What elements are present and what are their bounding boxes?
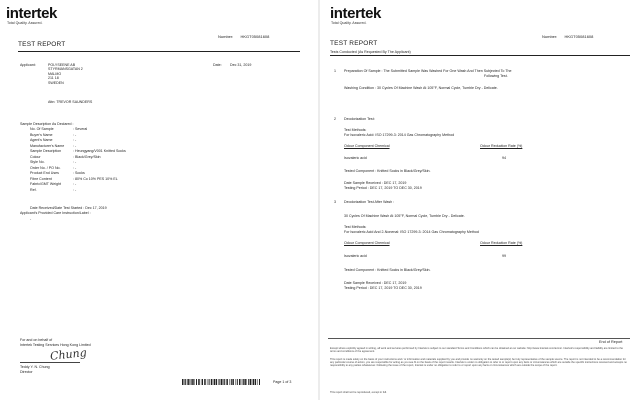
- barcode-bar: [202, 379, 203, 385]
- brand-tagline: Total Quality. Assured.: [331, 21, 367, 25]
- test-methods-label: Test Methods:: [344, 128, 367, 132]
- sample-field-value: : -: [73, 132, 77, 137]
- date-sample-received: Date Sample Received : DEC 17, 2019: [344, 181, 407, 185]
- attention-line: Attn: TREVOR SAUNDERS: [48, 100, 93, 104]
- test-methods-label: Test Methods:: [344, 225, 367, 229]
- barcode-bar: [248, 379, 249, 385]
- barcode-bar: [204, 379, 206, 385]
- barcode-bar: [231, 379, 232, 385]
- applicant-line: STYRMANSGATAN 2: [48, 67, 83, 72]
- date-received: Date Received/Date Test Started : Dec 17, 2019: [30, 206, 107, 210]
- report-number: [218, 34, 269, 39]
- sample-heading: Sample Description As Declared :: [20, 122, 74, 126]
- brand-tagline: Total Quality. Assured.: [7, 21, 43, 25]
- barcode-bar: [214, 379, 215, 385]
- reduction-rate: 99: [502, 254, 506, 258]
- report-number-label: Number:: [542, 34, 558, 39]
- signoff-company: Intertek Testing Services Hong Kong Limited: [20, 343, 91, 347]
- intertek-logo: intertek: [330, 5, 381, 22]
- barcode-bar: [259, 379, 260, 385]
- sample-field-label: Order No. / PO No.: [30, 165, 61, 170]
- col-header-chemical: Odour Component Chemical: [344, 241, 390, 245]
- barcode-bar: [218, 379, 219, 385]
- section-number: 3: [334, 200, 336, 204]
- sample-field-label: Fabric/GMT Weight: [30, 182, 62, 186]
- applicant-line: MALMO: [48, 71, 62, 76]
- signer-title: Director: [20, 370, 33, 374]
- chemical-name: Isovaleric acid: [344, 254, 367, 258]
- signoff-line: For and on behalf of: [20, 338, 53, 342]
- barcode-bar: [253, 379, 254, 385]
- s1-text-line: Following Test.: [484, 74, 508, 78]
- barcode-bar: [232, 379, 234, 385]
- s1-washing-condition: Washing Condition : 30 Cycles Of Machine Wash At 105°F, Normal Cycle, Tumble Dry - Delicate.: [344, 86, 498, 90]
- page-number: Page 1 of 3: [273, 380, 292, 384]
- date-sample-received: Date Sample Received : DEC 17, 2019: [344, 281, 407, 285]
- barcode-bar: [247, 379, 248, 385]
- s3-wash-condition: 30 Cycles Of Machine Wash At 105°F, Normal Cycle, Tumble Dry - Delicate.: [344, 214, 465, 218]
- sample-field-value: : -: [73, 160, 77, 164]
- testing-period: Testing Period : DEC 17, 2019 TO DEC 30, 2019: [344, 286, 422, 290]
- reproduction-notice: This report shall not be reproduced, except in full.: [330, 391, 387, 394]
- end-of-report: End of Report: [599, 340, 623, 344]
- barcode-bar: [190, 379, 191, 385]
- barcode-bar: [239, 379, 241, 385]
- date-label: Date:: [213, 63, 222, 67]
- barcode-bar: [182, 379, 184, 385]
- sample-field-value: : -: [73, 165, 77, 170]
- sample-field-label: Product End Uses: [30, 171, 59, 175]
- sample-field-label: Style No.: [30, 160, 45, 164]
- s2-title: Deodorization Test:: [344, 117, 375, 121]
- barcode-bar: [237, 379, 238, 385]
- tested-component: Tested Component : Knitted Socks in Black/Grey/Skin.: [344, 169, 431, 173]
- report-page-2: [320, 0, 640, 400]
- barcode-bar: [192, 379, 194, 385]
- s1-text-line: Preparation Of Sample : The Submitted Sample Was Washed For One Wash And Then Subjected To The: [344, 69, 512, 73]
- barcode-bar: [216, 379, 218, 385]
- barcode-bar: [198, 379, 200, 385]
- barcode-bar: [244, 379, 246, 385]
- sample-field-label: Sample Description: [30, 149, 62, 153]
- sample-field-label: Buyer's Name: [30, 132, 53, 137]
- report-number-value: HKGT05081608: [240, 34, 270, 39]
- barcode-bar: [242, 379, 243, 385]
- tested-component: Tested Component : Knitted Socks in Black/Grey/Skin.: [344, 268, 431, 272]
- title-rule: [18, 51, 300, 52]
- barcode-bar: [219, 379, 220, 385]
- barcode-bar: [185, 379, 186, 385]
- barcode-bar: [191, 379, 192, 385]
- date-value: Dec 31, 2019: [230, 63, 252, 67]
- barcode-bar: [207, 379, 208, 385]
- sample-field-value: : -: [73, 182, 77, 186]
- barcode-bar: [184, 379, 185, 385]
- s3-title: Deodorization Test After Wash :: [344, 200, 395, 204]
- applicant-line: SWEDEN: [48, 80, 64, 85]
- care-label-heading: Applicant's Provided Care Instruction/Label :: [20, 211, 91, 215]
- care-label-value: -: [30, 217, 32, 221]
- sample-field-value: : 80% Co 10% PES 10% EL: [73, 176, 118, 181]
- reduction-rate: 94: [502, 156, 506, 160]
- sample-field-label: Ref.: [30, 187, 37, 192]
- barcode-bar: [226, 379, 228, 385]
- barcode-bar: [257, 379, 258, 385]
- report-number-label: Number:: [218, 34, 234, 39]
- s2-method: For Isovaleric Acid: ISO 17299-3: 2014 Gas Chromatography Method: [344, 133, 455, 137]
- sample-field-value: : -: [73, 143, 77, 148]
- barcode-bar: [252, 379, 253, 385]
- barcode-bar: [255, 379, 257, 385]
- sample-field-label: Colour: [30, 154, 41, 159]
- barcode-bar: [196, 379, 197, 385]
- sample-field-label: No. Of Sample: [30, 127, 54, 131]
- barcode-bar: [250, 379, 252, 385]
- testing-period: Testing Period : DEC 17, 2019 TO DEC 30, 2019: [344, 186, 422, 190]
- chemical-name: Isovaleric acid: [344, 156, 367, 160]
- barcode-bar: [213, 379, 214, 385]
- sample-field-value: : Heungyang/V001 Knitted Socks: [73, 149, 126, 153]
- sample-field-label: Fibre Content: [30, 176, 52, 181]
- footer-rule: [328, 338, 630, 339]
- sample-field-label: Agent's Name: [30, 138, 53, 142]
- barcode-bar: [229, 379, 230, 385]
- title-rule: [330, 55, 630, 56]
- applicant-label: Applicant:: [20, 63, 36, 67]
- sample-field-value: : Several: [73, 127, 88, 131]
- signature-rule: [20, 362, 80, 363]
- col-header-rate: Odour Reduction Rate (%): [480, 144, 523, 148]
- sample-field-value: : Socks: [73, 171, 85, 175]
- terms-disclaimer: Except where explicitly agreed in writing, all work and services performed by Intertek is subject to our standard Terms and Conditions which can be obtained at our website: http://www.intertek.com/terms/. Intertek's responsibility and liability are limited to the terms and conditions of the agreement.: [330, 347, 623, 354]
- barcode-bar: [235, 379, 236, 385]
- col-header-chemical: Odour Component Chemical: [344, 144, 390, 148]
- barcode-bar: [224, 379, 225, 385]
- page-title: TEST REPORT: [330, 40, 378, 47]
- barcode-bar: [187, 379, 189, 385]
- intertek-logo: intertek: [6, 5, 57, 22]
- barcode-bar: [223, 379, 224, 385]
- barcode-bar: [211, 379, 213, 385]
- barcode-bar: [201, 379, 202, 385]
- applicant-line: POLYSEENE AB: [48, 63, 76, 67]
- signature-mark: Chung: [49, 346, 88, 363]
- signer-name: Teddy Y. N. Chung: [20, 365, 50, 369]
- section-number: 2: [334, 117, 336, 121]
- barcode-bar: [194, 379, 195, 385]
- applicant-line: 211 18: [48, 76, 59, 81]
- report-number: [542, 34, 593, 39]
- tests-subtitle: Tests Conducted (As Requested By The Applicant): [330, 50, 411, 54]
- applicant-address: [48, 63, 83, 85]
- sample-field-value: : Black/Grey/Skin: [73, 154, 101, 159]
- barcode-icon: [182, 379, 262, 385]
- col-header-rate: Odour Reduction Rate (%): [480, 241, 523, 245]
- sample-field-label: Manufacturer's Name: [30, 143, 65, 148]
- barcode-bar: [221, 379, 223, 385]
- section-number: 1: [334, 69, 336, 73]
- barcode-bar: [209, 379, 210, 385]
- barcode-bar: [243, 379, 244, 385]
- page-title: TEST REPORT: [18, 41, 66, 48]
- sample-field-value: : -: [73, 138, 77, 142]
- report-disclaimer: This report is made solely on the basis of your instructions and / or information and materials supplied by you and provide no warranty on the tested sample(s) be truly representative of the sample source. The report is not intended to be a recommendation for any particular course of action, you are responsible for acting as you see fit on the basis of the report results. Intertek is under no obligation to refer to or report upon any facts or circumstances which are outside the specific instructions received and accepts no responsibility to any parties whatsoever. Following the issue of the report, Intertek is under no obligation to refer to or report upon any facts or circumstances which are outside the scope of the report.: [330, 358, 627, 368]
- sample-field-value: : -: [73, 187, 77, 192]
- s3-method: For Isovaleric Acid And 2-Nonenal: ISO 17299-3: 2014 Gas Chromatography Method: [344, 230, 479, 234]
- report-number-value: HKGT05081608: [564, 34, 594, 39]
